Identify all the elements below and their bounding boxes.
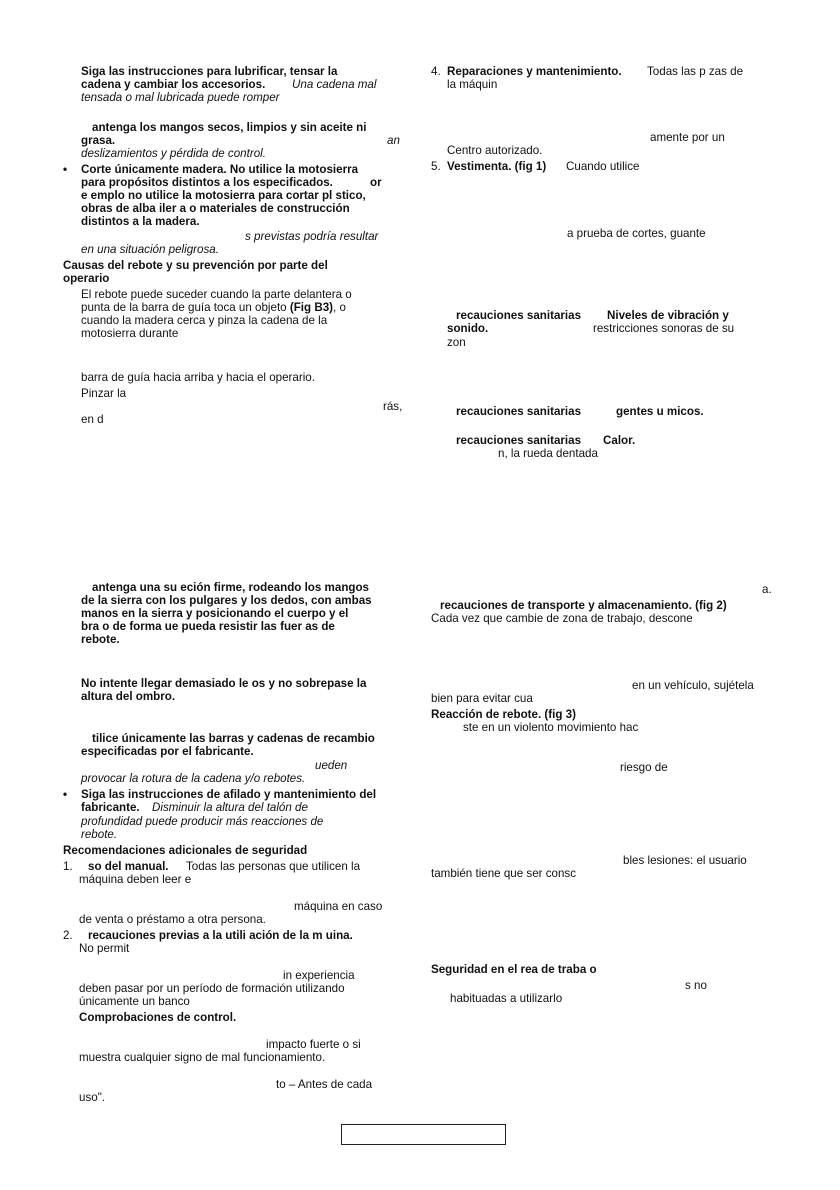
text-line: fabricante. — [81, 801, 140, 814]
text-line: Calor. — [603, 434, 636, 447]
text-line: cadena y cambiar los accesorios. — [81, 78, 266, 91]
text-line: restricciones sonoras de su — [593, 322, 735, 335]
bullet: • — [63, 788, 68, 801]
figure-ref: (Fig B3) — [289, 301, 334, 314]
text-line: Todas las p zas de — [647, 65, 744, 78]
text-line — [81, 301, 346, 314]
text-line: Comprobaciones de control. — [79, 1011, 237, 1024]
text-line: en una situación peligrosa. — [81, 243, 219, 256]
section-heading: Seguridad en el rea de traba o — [431, 963, 597, 976]
text-line: uso". — [79, 1091, 106, 1104]
section-heading: Causas del rebote y su prevención por parte del — [63, 259, 328, 272]
text-line: recauciones sanitarias — [456, 434, 582, 447]
text-line: la máquin — [447, 78, 498, 91]
text-line: antenga los mangos secos, limpios y sin aceite ni — [92, 121, 367, 134]
text-line: riesgo de — [620, 761, 668, 774]
text-line: tilice únicamente las barras y cadenas de recambio — [92, 732, 375, 745]
text-line: en d — [81, 413, 104, 426]
text-line: de venta o préstamo a otra persona. — [79, 913, 266, 926]
text-line: Corte únicamente madera. No utilice la motosierra — [81, 163, 359, 176]
text-line: Cada vez que cambie de zona de trabajo, descone — [431, 612, 693, 625]
text-line: muestra cualquier signo de mal funcionamiento. — [79, 1051, 326, 1064]
text-line: motosierra durante — [81, 327, 179, 340]
text-line: to – Antes de cada — [276, 1078, 373, 1091]
text-line: manos en la sierra y posicionando el cuerpo y el — [81, 607, 349, 620]
text-line: también tiene que ser consc — [431, 867, 577, 880]
text-line: máquina en caso — [294, 900, 383, 913]
text-line: únicamente un banco — [79, 995, 190, 1008]
text-line: obras de alba iler a o materiales de construcción — [81, 202, 350, 215]
bullet: • — [63, 163, 68, 176]
text-line: Siga las instrucciones para lubrificar, tensar la — [81, 65, 338, 78]
text-line: impacto fuerte o si — [266, 1038, 361, 1051]
list-number: 2. — [63, 929, 73, 942]
text-fragment: punta de la barra de guía toca un objeto — [81, 301, 287, 314]
text-line: gentes u micos. — [616, 405, 704, 418]
text-line: habituadas a utilizarlo — [450, 992, 563, 1005]
text-line: or — [370, 176, 382, 189]
text-line: Centro autorizado. — [447, 144, 543, 157]
text-fragment: , o — [333, 301, 346, 314]
text-line: provocar la rotura de la cadena y/o rebotes. — [81, 772, 306, 785]
text-line: in experiencia — [283, 969, 355, 982]
text-line: bles lesiones: el usuario — [623, 854, 747, 867]
text-line: altura del ombro. — [81, 690, 176, 703]
text-line: s no — [685, 979, 707, 992]
text-line: distintos a la madera. — [81, 215, 200, 228]
text-line: Reparaciones y mantenimiento. — [447, 65, 622, 78]
footer-box — [341, 1124, 506, 1145]
text-line: Cuando utilice — [566, 160, 640, 173]
text-line: zon — [447, 336, 466, 349]
text-line: profundidad puede producir más reacciones de — [81, 815, 324, 828]
text-line: Pinzar la — [81, 387, 127, 400]
text-line: en un vehículo, sujétela — [632, 679, 754, 692]
text-line: No intente llegar demasiado le os y no sobrepase la — [81, 677, 367, 690]
text-line: n, la rueda dentada — [498, 447, 598, 460]
text-line: barra de guía hacia arriba y hacia el operario. — [81, 371, 315, 384]
text-line: Vestimenta. (fig 1) — [447, 160, 547, 173]
section-heading: operario — [63, 272, 110, 285]
text-line: grasa. — [81, 134, 116, 147]
text-line: ste en un violento movimiento hac — [463, 721, 639, 734]
text-line: especificadas por el fabricante. — [81, 745, 254, 758]
text-line: rebote. — [81, 828, 118, 841]
text-line: antenga una su eción firme, rodeando los mangos — [92, 581, 370, 594]
list-number: 4. — [431, 65, 441, 78]
text-line: Una cadena mal — [292, 78, 377, 91]
text-line: Disminuir la altura del talón de — [152, 801, 308, 814]
section-heading: Recomendaciones adicionales de seguridad — [63, 844, 308, 857]
text-line: recauciones sanitarias — [456, 309, 582, 322]
text-line: a. — [762, 583, 772, 596]
text-line: so del manual. — [88, 860, 169, 873]
text-line: de la sierra con los pulgares y los dedos, con ambas — [81, 594, 372, 607]
text-line: bien para evitar cua — [431, 692, 533, 705]
text-line: recauciones previas a la utili ación de la m uina. — [88, 929, 353, 942]
text-line: recauciones de transporte y almacenamiento. (fig 2) — [440, 599, 727, 612]
list-number: 1. — [63, 860, 73, 873]
text-line: rebote. — [81, 633, 120, 646]
text-line: an — [387, 134, 400, 147]
text-line: rás, — [383, 400, 403, 413]
text-line: recauciones sanitarias — [456, 405, 582, 418]
text-line: ueden — [315, 759, 348, 772]
text-line: amente por un — [650, 131, 725, 144]
text-line: máquina deben leer e — [79, 873, 192, 886]
text-line: deslizamientos y pérdida de control. — [81, 147, 266, 160]
text-line: a prueba de cortes, guante — [567, 227, 706, 240]
text-line: sonido. — [447, 322, 489, 335]
list-number: 5. — [431, 160, 441, 173]
text-line: tensada o mal lubricada puede romper — [81, 91, 280, 104]
text-line: cuando la madera cerca y pinza la cadena de la — [81, 314, 328, 327]
text-line: Todas las personas que utilicen la — [186, 860, 361, 873]
text-line: s previstas podría resultar — [245, 230, 379, 243]
text-line: Reacción de rebote. (fig 3) — [431, 708, 576, 721]
text-line: deben pasar por un período de formación utilizando — [79, 982, 345, 995]
text-line: para propósitos distintos a los especificados. — [81, 176, 333, 189]
text-line: No permit — [79, 942, 130, 955]
text-line: bra o de forma ue pueda resistir las fuer as de — [81, 620, 335, 633]
text-line: e emplo no utilice la motosierra para cortar pl stico, — [81, 189, 366, 202]
text-line: Siga las instrucciones de afilado y mantenimiento del — [81, 788, 377, 801]
text-line: Niveles de vibración y — [607, 309, 729, 322]
text-line: El rebote puede suceder cuando la parte delantera o — [81, 288, 352, 301]
